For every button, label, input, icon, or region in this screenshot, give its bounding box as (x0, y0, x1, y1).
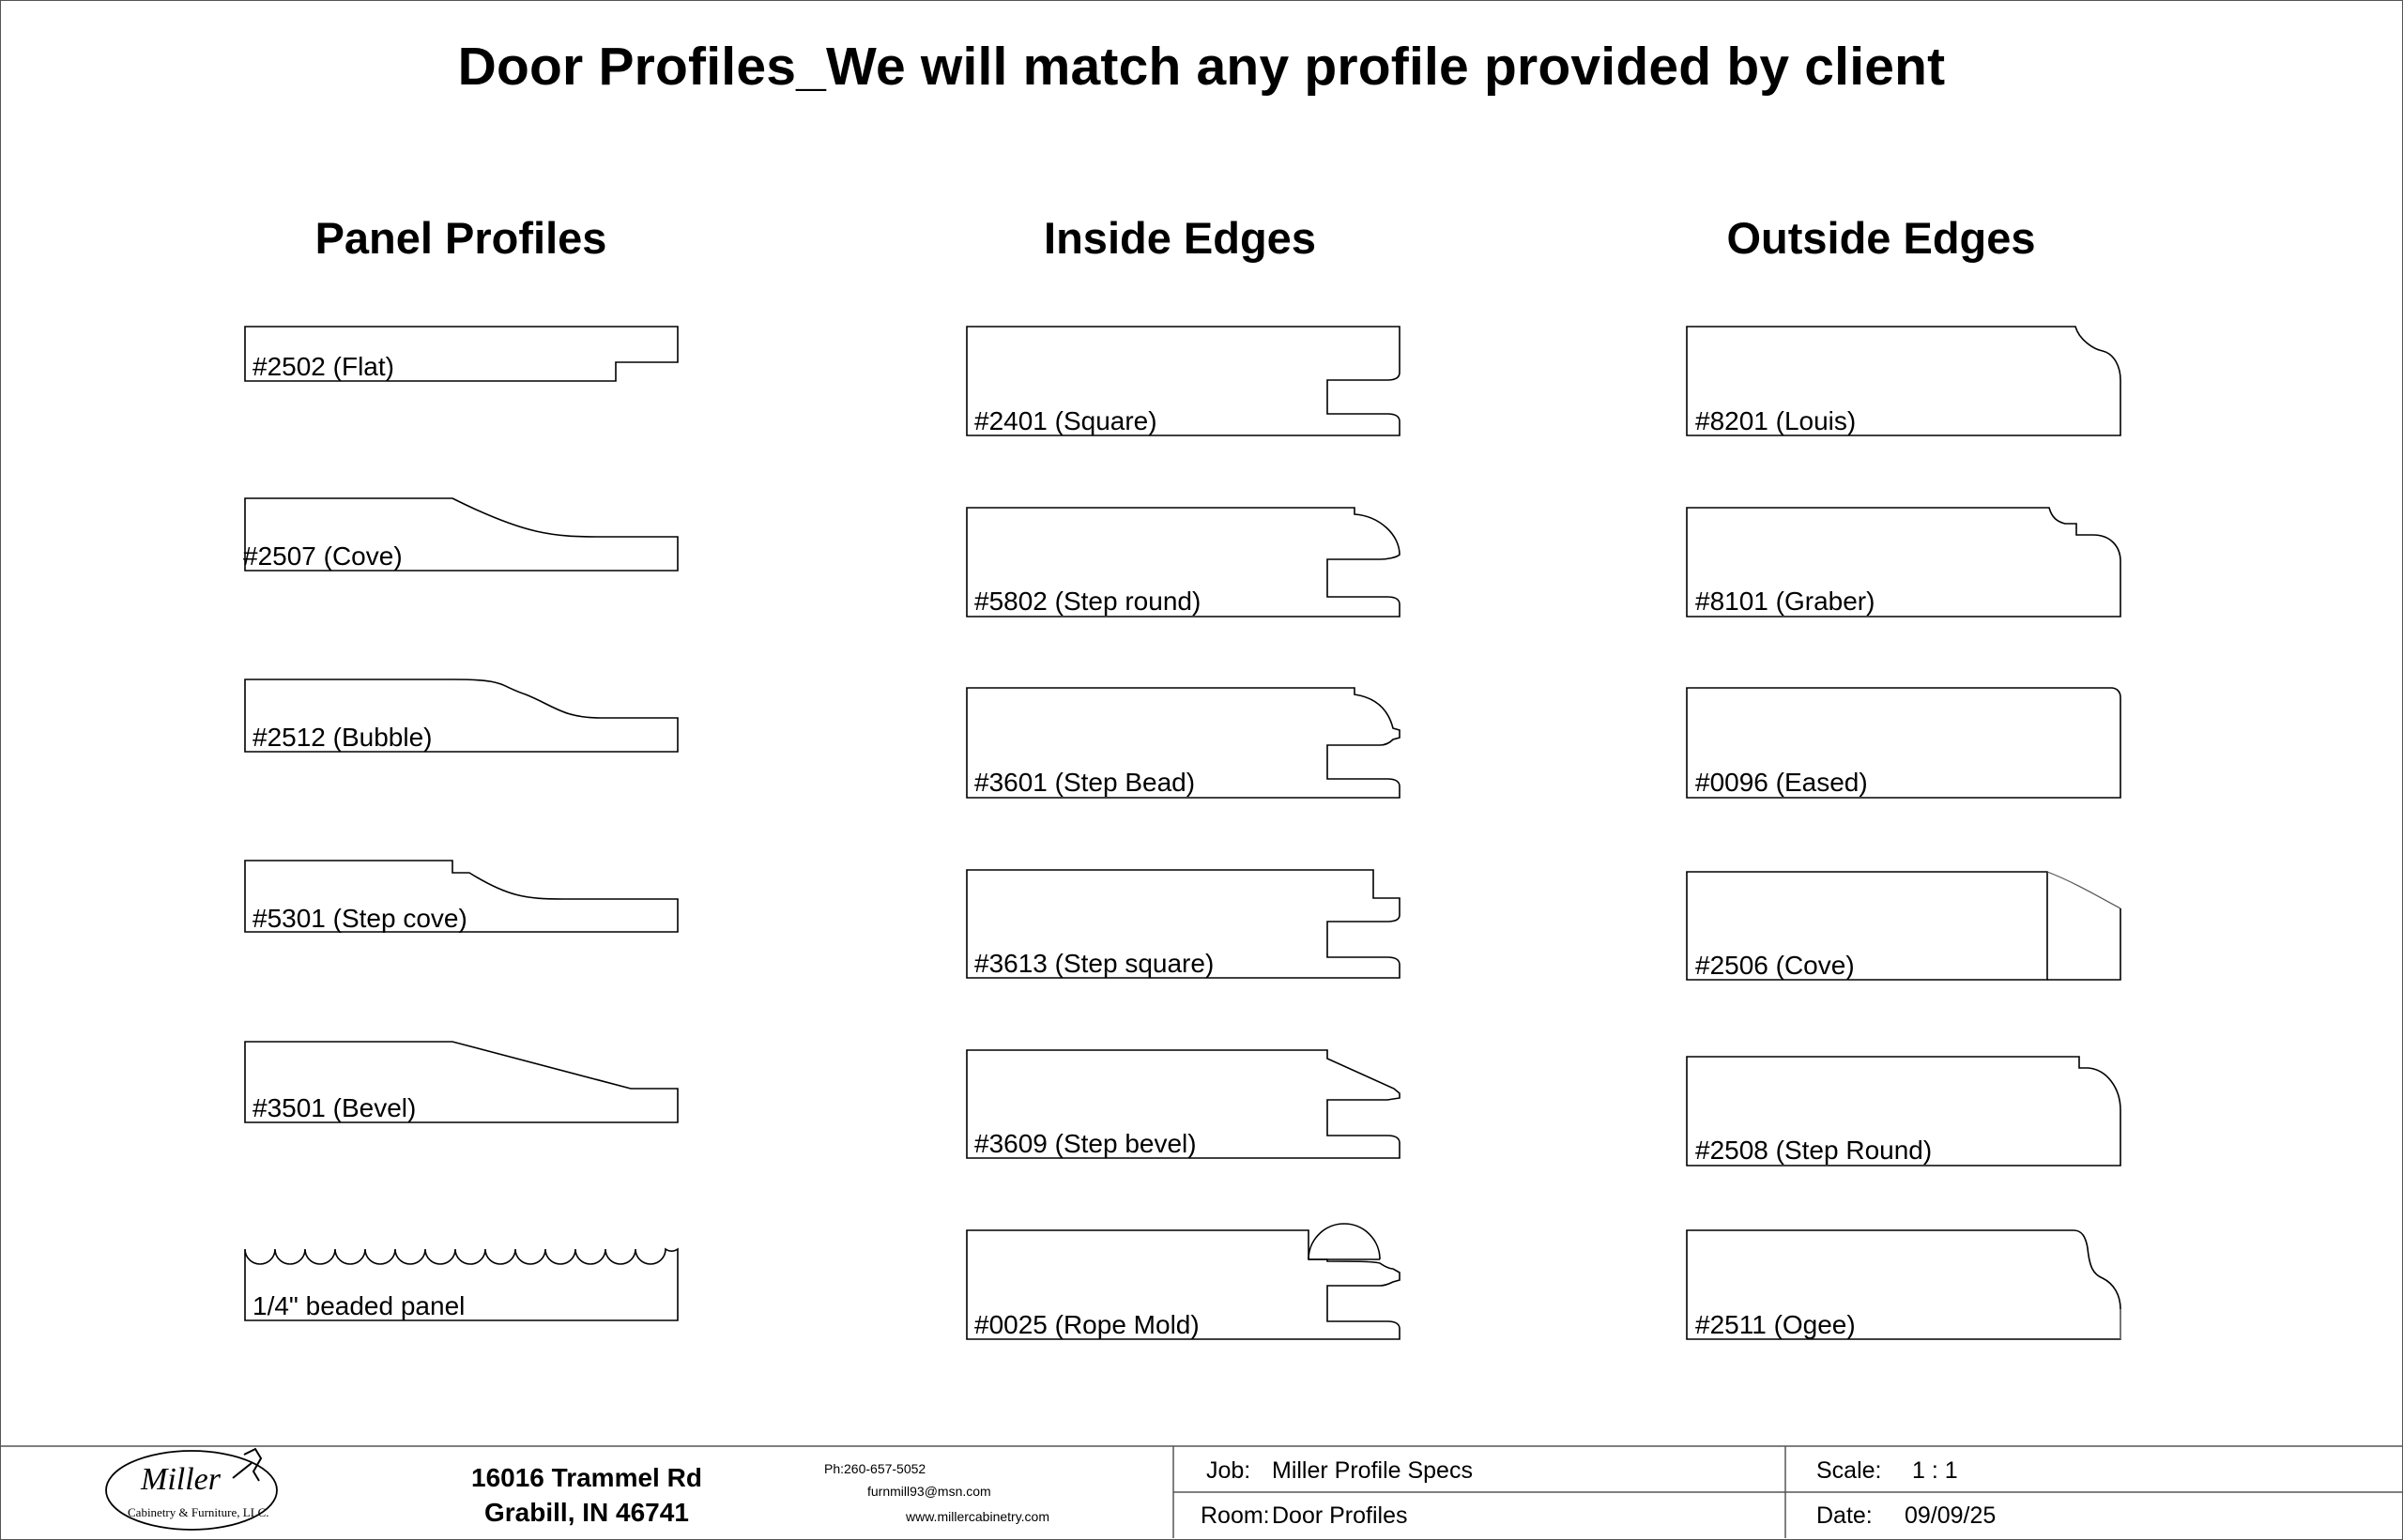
job-label: Job: (1206, 1457, 1251, 1484)
label-5301: #5301 (Step cove) (253, 904, 467, 933)
label-2512: #2512 (Bubble) (253, 723, 433, 752)
label-3613: #3613 (Step square) (974, 949, 1215, 978)
date-value: 09/09/25 (1905, 1502, 1997, 1529)
scale-value: 1 : 1 (1912, 1457, 1958, 1484)
profile-2506-cove-curve (2047, 872, 2120, 908)
heading-inside-edges: Inside Edges (1044, 213, 1316, 263)
label-3501: #3501 (Bevel) (253, 1093, 417, 1122)
logo-subtitle: Cabinetry & Furniture, LLC. (128, 1505, 269, 1519)
label-0025: #0025 (Rope Mold) (974, 1310, 1200, 1339)
heading-panel-profiles: Panel Profiles (314, 213, 607, 263)
label-2401: #2401 (Square) (974, 406, 1157, 435)
label-2507: #2507 (Cove) (243, 541, 403, 571)
label-beaded: 1/4" beaded panel (253, 1291, 466, 1320)
label-2506: #2506 (Cove) (1695, 951, 1855, 980)
email: furnmill93@msn.com (867, 1484, 991, 1499)
scale-label: Scale: (1816, 1457, 1882, 1484)
website: www.millercabinetry.com (906, 1509, 1049, 1524)
label-8201: #8201 (Louis) (1695, 406, 1857, 435)
label-3601: #3601 (Step Bead) (974, 768, 1196, 797)
label-2511: #2511 (Ogee) (1695, 1310, 1856, 1339)
date-label: Date: (1816, 1502, 1873, 1529)
label-3609: #3609 (Step bevel) (974, 1129, 1197, 1158)
rope-mold-bead (1309, 1224, 1380, 1259)
heading-outside-edges: Outside Edges (1726, 213, 2036, 263)
label-5802: #5802 (Step round) (974, 587, 1202, 616)
label-2508: #2508 (Step Round) (1695, 1136, 1933, 1165)
label-8101: #8101 (Graber) (1695, 587, 1875, 616)
label-0096: #0096 (Eased) (1695, 768, 1868, 797)
logo-name: Miller (141, 1462, 221, 1497)
room-value: Door Profiles (1272, 1502, 1408, 1529)
phone: Ph:260-657-5052 (824, 1461, 926, 1476)
address-line2: Grabill, IN 46741 (484, 1498, 689, 1527)
profile-2506-cove-right (2047, 908, 2120, 980)
label-2502: #2502 (Flat) (253, 352, 394, 381)
address-line1: 16016 Trammel Rd (471, 1463, 702, 1492)
room-label: Room: (1201, 1502, 1270, 1529)
page-title: Door Profiles_We will match any profile provided by client (457, 37, 1946, 97)
job-value: Miller Profile Specs (1272, 1457, 1473, 1484)
